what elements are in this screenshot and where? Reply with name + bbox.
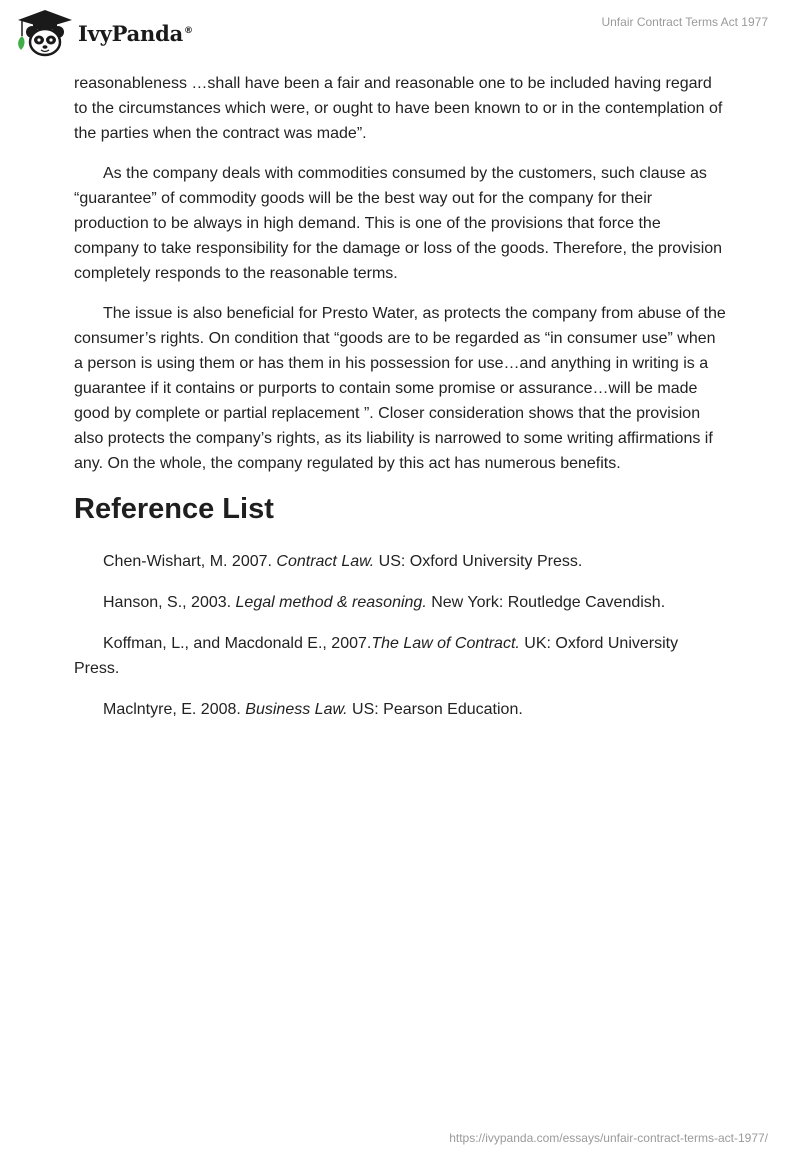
- reference-list-heading: Reference List: [74, 493, 274, 525]
- reference-item: Maclntyre, E. 2008. Business Law. US: Pearson Education.: [103, 701, 523, 718]
- essay-content: [74, 71, 726, 738]
- body-paragraph: The issue is also beneficial for Presto Water, as protects the company from abuse of the consumer’s rights. On condition that “goods are to be regarded as “in consumer use” when a person is using them or has them in his possession for use…and anything in writing is a guarantee if it contains or purports to contain some promise or assurance…will be made good by complete or partial replacement ”. Closer consideration shows that the provision also protects the company’s rights, as its liability is narrowed to some writing affirmations if any. On the whole, the company regulated by this act has numerous benefits.: [74, 305, 726, 472]
- reference-item: Chen-Wishart, M. 2007. Contract Law. US: Oxford University Press.: [103, 553, 583, 570]
- body-paragraph: reasonableness …shall have been a fair and reasonable one to be included having regard to the circumstances which were, or ought to have been known to or in the contemplation of the parties when the contract was made”.: [74, 75, 723, 142]
- reference-item: Hanson, S., 2003. Legal method & reasoning. New York: Routledge Cavendish.: [103, 594, 666, 611]
- ivypanda-logo[interactable]: [14, 8, 214, 58]
- panda-graduate-icon: [14, 8, 76, 58]
- page-header: [0, 0, 800, 70]
- reference-item: Koffman, L., and Macdonald E., 2007.The Law of Contract. UK: Oxford University Press.: [74, 635, 679, 677]
- logo-wordmark: IvyPanda®: [78, 20, 193, 46]
- body-paragraph: As the company deals with commodities consumed by the customers, such clause as “guarantee” of commodity goods will be the best way out for the company for their production to be always in high demand. This is one of the provisions that force the company to take responsibility for the damage or loss of the goods. Therefore, the provision completely responds to the reasonable terms.: [74, 165, 723, 282]
- document-title: Unfair Contract Terms Act 1977: [601, 15, 768, 29]
- source-url-link[interactable]: https://ivypanda.com/essays/unfair-contract-terms-act-1977/: [449, 1131, 768, 1145]
